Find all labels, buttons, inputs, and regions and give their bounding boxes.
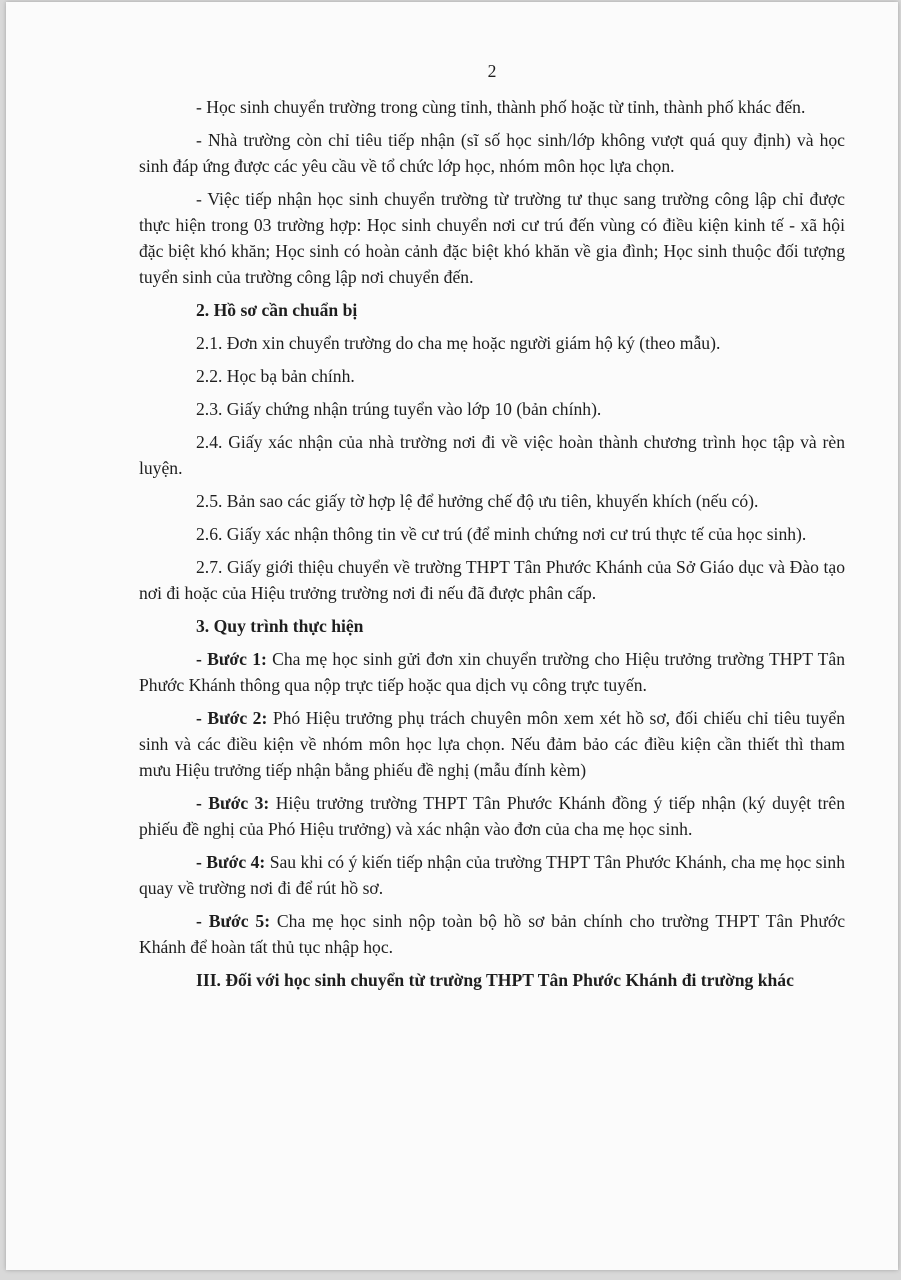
step-text: Hiệu trưởng trường THPT Tân Phước Khánh đồng ý tiếp nhận (ký duyệt trên phiếu đề nghị của Phó Hiệu trưởng) và xác nhận vào đơn của cha mẹ học sinh.	[139, 793, 845, 839]
step-text: Cha mẹ học sinh nộp toàn bộ hồ sơ bản chính cho trường THPT Tân Phước Khánh để hoàn tất thủ tục nhập học.	[139, 911, 846, 957]
document-item: 2.1. Đơn xin chuyển trường do cha mẹ hoặc người giám hộ ký (theo mẫu).	[196, 333, 721, 353]
document-item: 2.3. Giấy chứng nhận trúng tuyển vào lớp 10 (bản chính).	[196, 399, 602, 419]
step-label: - Bước 5:	[196, 911, 271, 931]
step-text: Phó Hiệu trưởng phụ trách chuyên môn xem xét hồ sơ, đối chiếu chỉ tiêu tuyển sinh và các điều kiện về nhóm môn học lựa chọn. Nếu đảm bảo các điều kiện cần thiết thì tham mưu Hiệu trưởng tiếp nhận bằng phiếu đề nghị (mẫu đính kèm)	[139, 708, 846, 780]
procedure-step	[139, 908, 845, 960]
section-2-heading: 2. Hồ sơ cần chuẩn bị	[196, 300, 358, 320]
step-text: Sau khi có ý kiến tiếp nhận của trường THPT Tân Phước Khánh, cha mẹ học sinh quay về trường nơi đi để rút hồ sơ.	[139, 852, 846, 898]
procedure-step	[139, 646, 845, 698]
document-item: 2.5. Bản sao các giấy tờ hợp lệ để hưởng chế độ ưu tiên, khuyến khích (nếu có).	[196, 491, 759, 511]
step-text: Cha mẹ học sinh gửi đơn xin chuyển trường cho Hiệu trưởng trường THPT Tân Phước Khánh thông qua nộp trực tiếp hoặc qua dịch vụ công trực tuyến.	[139, 649, 846, 695]
section-3-heading: 3. Quy trình thực hiện	[196, 616, 364, 636]
document-item: 2.6. Giấy xác nhận thông tin về cư trú (để minh chứng nơi cư trú thực tế của học sinh).	[196, 524, 807, 544]
document-page	[6, 2, 898, 1270]
procedure-step	[139, 790, 845, 842]
procedure-step	[139, 849, 845, 901]
document-item: 2.2. Học bạ bản chính.	[196, 366, 355, 386]
intro-item: - Học sinh chuyển trường trong cùng tỉnh, thành phố hoặc từ tỉnh, thành phố khác đến.	[196, 97, 806, 117]
page-number: 2	[487, 61, 497, 81]
step-label: - Bước 1:	[196, 649, 267, 669]
step-label: - Bước 2:	[196, 708, 268, 728]
procedure-step	[139, 705, 845, 783]
document-body	[139, 58, 845, 1000]
step-label: - Bước 3:	[196, 793, 270, 813]
step-label: - Bước 4:	[196, 852, 266, 872]
document-item: 2.7. Giấy giới thiệu chuyển về trường THPT Tân Phước Khánh của Sở Giáo dục và Đào tạo nơi đi hoặc của Hiệu trưởng trường nơi đi nếu đã được phân cấp.	[139, 557, 845, 603]
intro-item: - Việc tiếp nhận học sinh chuyển trường từ trường tư thục sang trường công lập chỉ được thực hiện trong 03 trường hợp: Học sinh chuyển nơi cư trú đến vùng có điều kiện kinh tế - xã hội đặc biệt khó khăn; Học sinh có hoàn cảnh đặc biệt khó khăn về gia đình; Học sinh thuộc đối tượng tuyển sinh của trường công lập nơi chuyển đến.	[139, 189, 845, 287]
intro-item: - Nhà trường còn chỉ tiêu tiếp nhận (sĩ số học sinh/lớp không vượt quá quy định) và học sinh đáp ứng được các yêu cầu về tổ chức lớp học, nhóm môn học lựa chọn.	[139, 130, 845, 176]
section-iii-heading: III. Đối với học sinh chuyển từ trường THPT Tân Phước Khánh đi trường khác	[196, 970, 794, 990]
document-item: 2.4. Giấy xác nhận của nhà trường nơi đi về việc hoàn thành chương trình học tập và rèn luyện.	[139, 432, 845, 478]
